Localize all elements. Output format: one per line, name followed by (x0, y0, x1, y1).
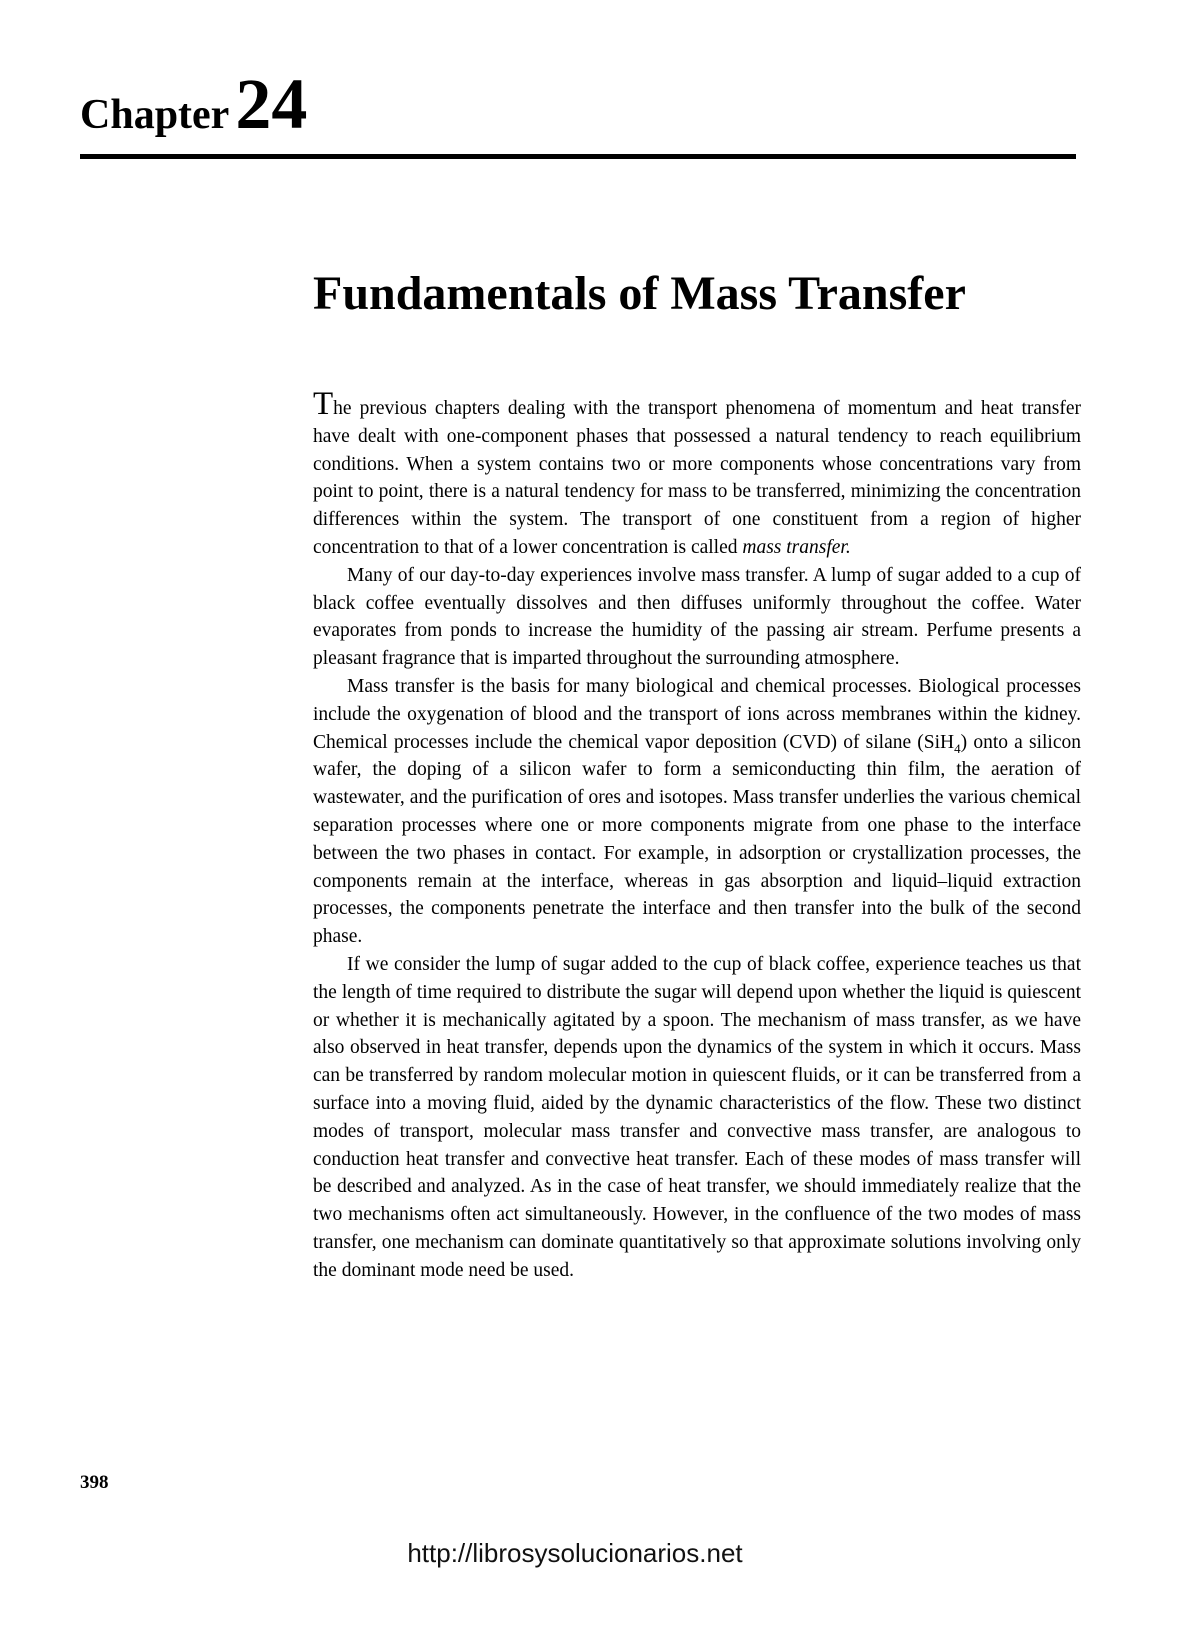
subscript: 4 (954, 740, 961, 756)
paragraph-processes-before: Mass transfer is the basis for many biological and chemical processes. Biological processes include the oxygenation of blood and the transport of ions across membranes within the kidney. Chemical processes include the chemical vapor deposition (CVD) of silane (SiH (313, 675, 1081, 753)
paragraph-intro (313, 388, 1081, 562)
chapter-label: Chapter (80, 92, 230, 138)
paragraph-everyday: Many of our day-to-day experiences involve mass transfer. A lump of sugar added to a cup of black coffee eventually dissolves and then diffuses uniformly throughout the coffee. Water evaporates from ponds to increase the humidity of the passing air stream. Perfume presents a pleasant fragrance that is imparted throughout the surrounding atmosphere. (313, 564, 1081, 670)
footer-url[interactable]: http://librosysolucionarios.net (407, 1538, 743, 1568)
paragraph-intro-text: he previous chapters dealing with the transport phenomena of momentum and heat transfer have dealt with one-component phases that possessed a natural tendency to reach equilibrium conditions. When a system contains two or more components whose concentrations vary from point to point, there is a natural tendency for mass to be transferred, minimizing the concentration differences within the system. The transport of one constituent from a region of higher concentration to that of a lower concentration is called (313, 398, 1081, 558)
chapter-title: Fundamentals of Mass Transfer (313, 267, 966, 320)
chapter-rule (80, 154, 1076, 159)
body-text (313, 388, 1081, 1285)
emphasis-term: mass transfer. (742, 536, 851, 558)
drop-cap: T (313, 386, 334, 422)
chapter-number: 24 (235, 64, 308, 144)
chapter-heading (80, 64, 308, 144)
paragraph-processes (313, 673, 1081, 951)
page-number: 398 (80, 1472, 109, 1493)
paragraph-processes-after: ) onto a silicon wafer, the doping of a silicon wafer to form a semiconducting thin film, the aeration of wastewater, and the purification of ores and isotopes. Mass transfer underlies the various chemical separation processes where one or more components migrate from one phase to the interface between the two phases in contact. For example, in adsorption or crystallization processes, the components remain at the interface, whereas in gas absorption and liquid–liquid extraction processes, the components penetrate the interface and then transfer into the bulk of the second phase. (313, 731, 1081, 948)
paragraph-mechanisms: If we consider the lump of sugar added to the cup of black coffee, experience teaches us that the length of time required to distribute the sugar will depend upon whether the liquid is quiescent or whether it is mechanically agitated by a spoon. The mechanism of mass transfer, as we have also observed in heat transfer, depends upon the dynamics of the system in which it occurs. Mass can be transferred by random molecular motion in quiescent fluids, or it can be transferred from a surface into a moving fluid, aided by the dynamic characteristics of the flow. These two distinct modes of transport, molecular mass transfer and convective mass transfer, are analogous to conduction heat transfer and convective heat transfer. Each of these modes of mass transfer will be described and analyzed. As in the case of heat transfer, we should immediately realize that the two mechanisms often act simultaneously. However, in the confluence of the two modes of mass transfer, one mechanism can dominate quantitatively so that approximate solutions involving only the dominant mode need be used. (313, 953, 1081, 1281)
